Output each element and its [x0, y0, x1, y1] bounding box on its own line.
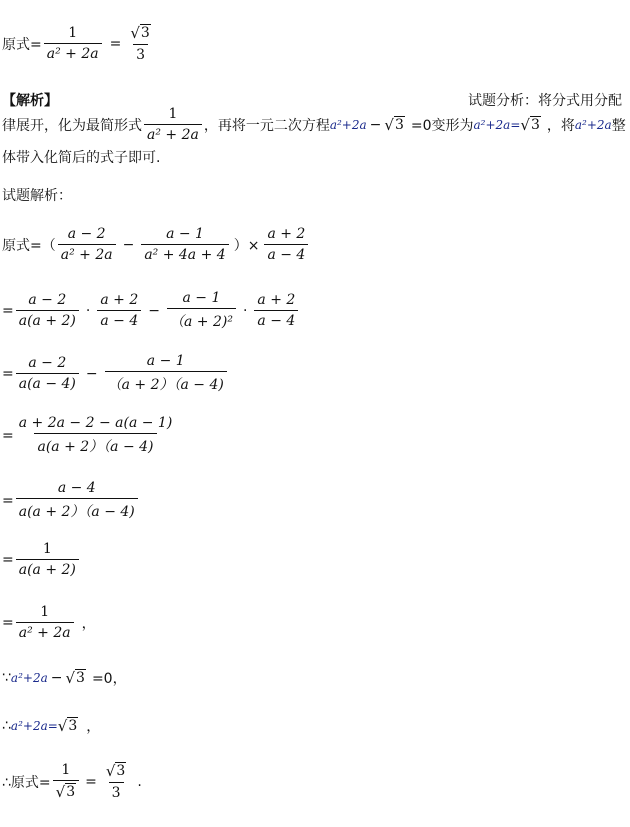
answer-fraction-1: $\frac{1}{\text{a² + 2a}}$ [44, 25, 102, 62]
solution-step-6: = $\frac{1}{a(a + 2)}$ [2, 541, 81, 578]
solution-step-3: = $\frac{a - 2}{a(a - 4)}$ − $\frac{a - 1}{(a + 2)(a - 4)}$ [2, 353, 229, 394]
solution-step-2: = $\frac{a - 2}{a(a + 2)}$ · $\frac{a + 2}{a - 4}$ − $\frac{a - 1}{\text{（a + 2)²}}$ · $\frac{a + 2}{a - 4}$ [2, 290, 300, 331]
sqrt-symbol: √ 3 [55, 783, 76, 801]
solution-step-8: ∵ a²+2a − √ 3 =0， [2, 669, 127, 687]
sqrt-symbol: √ 3 [57, 717, 78, 735]
solution-step-5: = $\frac{a - 4}{a(a + 2)(a - 4)}$ [2, 480, 140, 521]
analysis-line-3: 体带入化简后的式子即可. [2, 150, 161, 166]
solution-header: 试题解析： [2, 188, 72, 204]
sqrt-symbol: √ 3 [105, 762, 126, 780]
solution-step-10: ∴原式= 1 √ 3 = √ 3 3 . [2, 762, 142, 801]
sqrt-symbol: √ 3 [65, 669, 85, 687]
solution-step-9: ∴ a²+2a= √ 3 ， [2, 717, 101, 735]
solution-step-4: = $\frac{a + 2a - 2 - a(a - 1)}{a(a + 2)(a - 4)}$ [2, 415, 173, 455]
analysis-fraction: $\frac{1}{\text{a² + 2a}}$ [144, 106, 202, 143]
answer-line: 原式= $\frac{1}{\text{a² + 2a}}$ = √ 3 3 [2, 24, 156, 63]
sqrt-symbol: √ 3 [520, 115, 540, 134]
solution-step-7: = $\frac{1}{\text{a² + 2a}}$ ， [2, 604, 96, 641]
solution-step-1: 原式=（ $\frac{a - 2}{\text{a² + 2a}}$ − $\frac{a - 1}{\text{a² + 4a + 4}}$ ）× $\frac{a + 2}{a - 4}$ [2, 226, 310, 263]
answer-lhs: 原式= [2, 36, 42, 53]
analysis-header: 【解析】 [2, 93, 58, 109]
analysis-intro: 试题分析：将分式用分配 [468, 93, 622, 109]
sqrt-symbol: √ 3 [384, 115, 404, 134]
sqrt-symbol: √ 3 [130, 24, 150, 42]
analysis-line-2: 律展开，化为最简形式 $\frac{1}{\text{a² + 2a}}$ ，再将一元二次方程 a²+2a − √ 3 =0变形为 a²+2a= √ 3 ，将 a²+2a 整 [2, 106, 626, 143]
answer-fraction-2: √ 3 3 [130, 24, 150, 63]
